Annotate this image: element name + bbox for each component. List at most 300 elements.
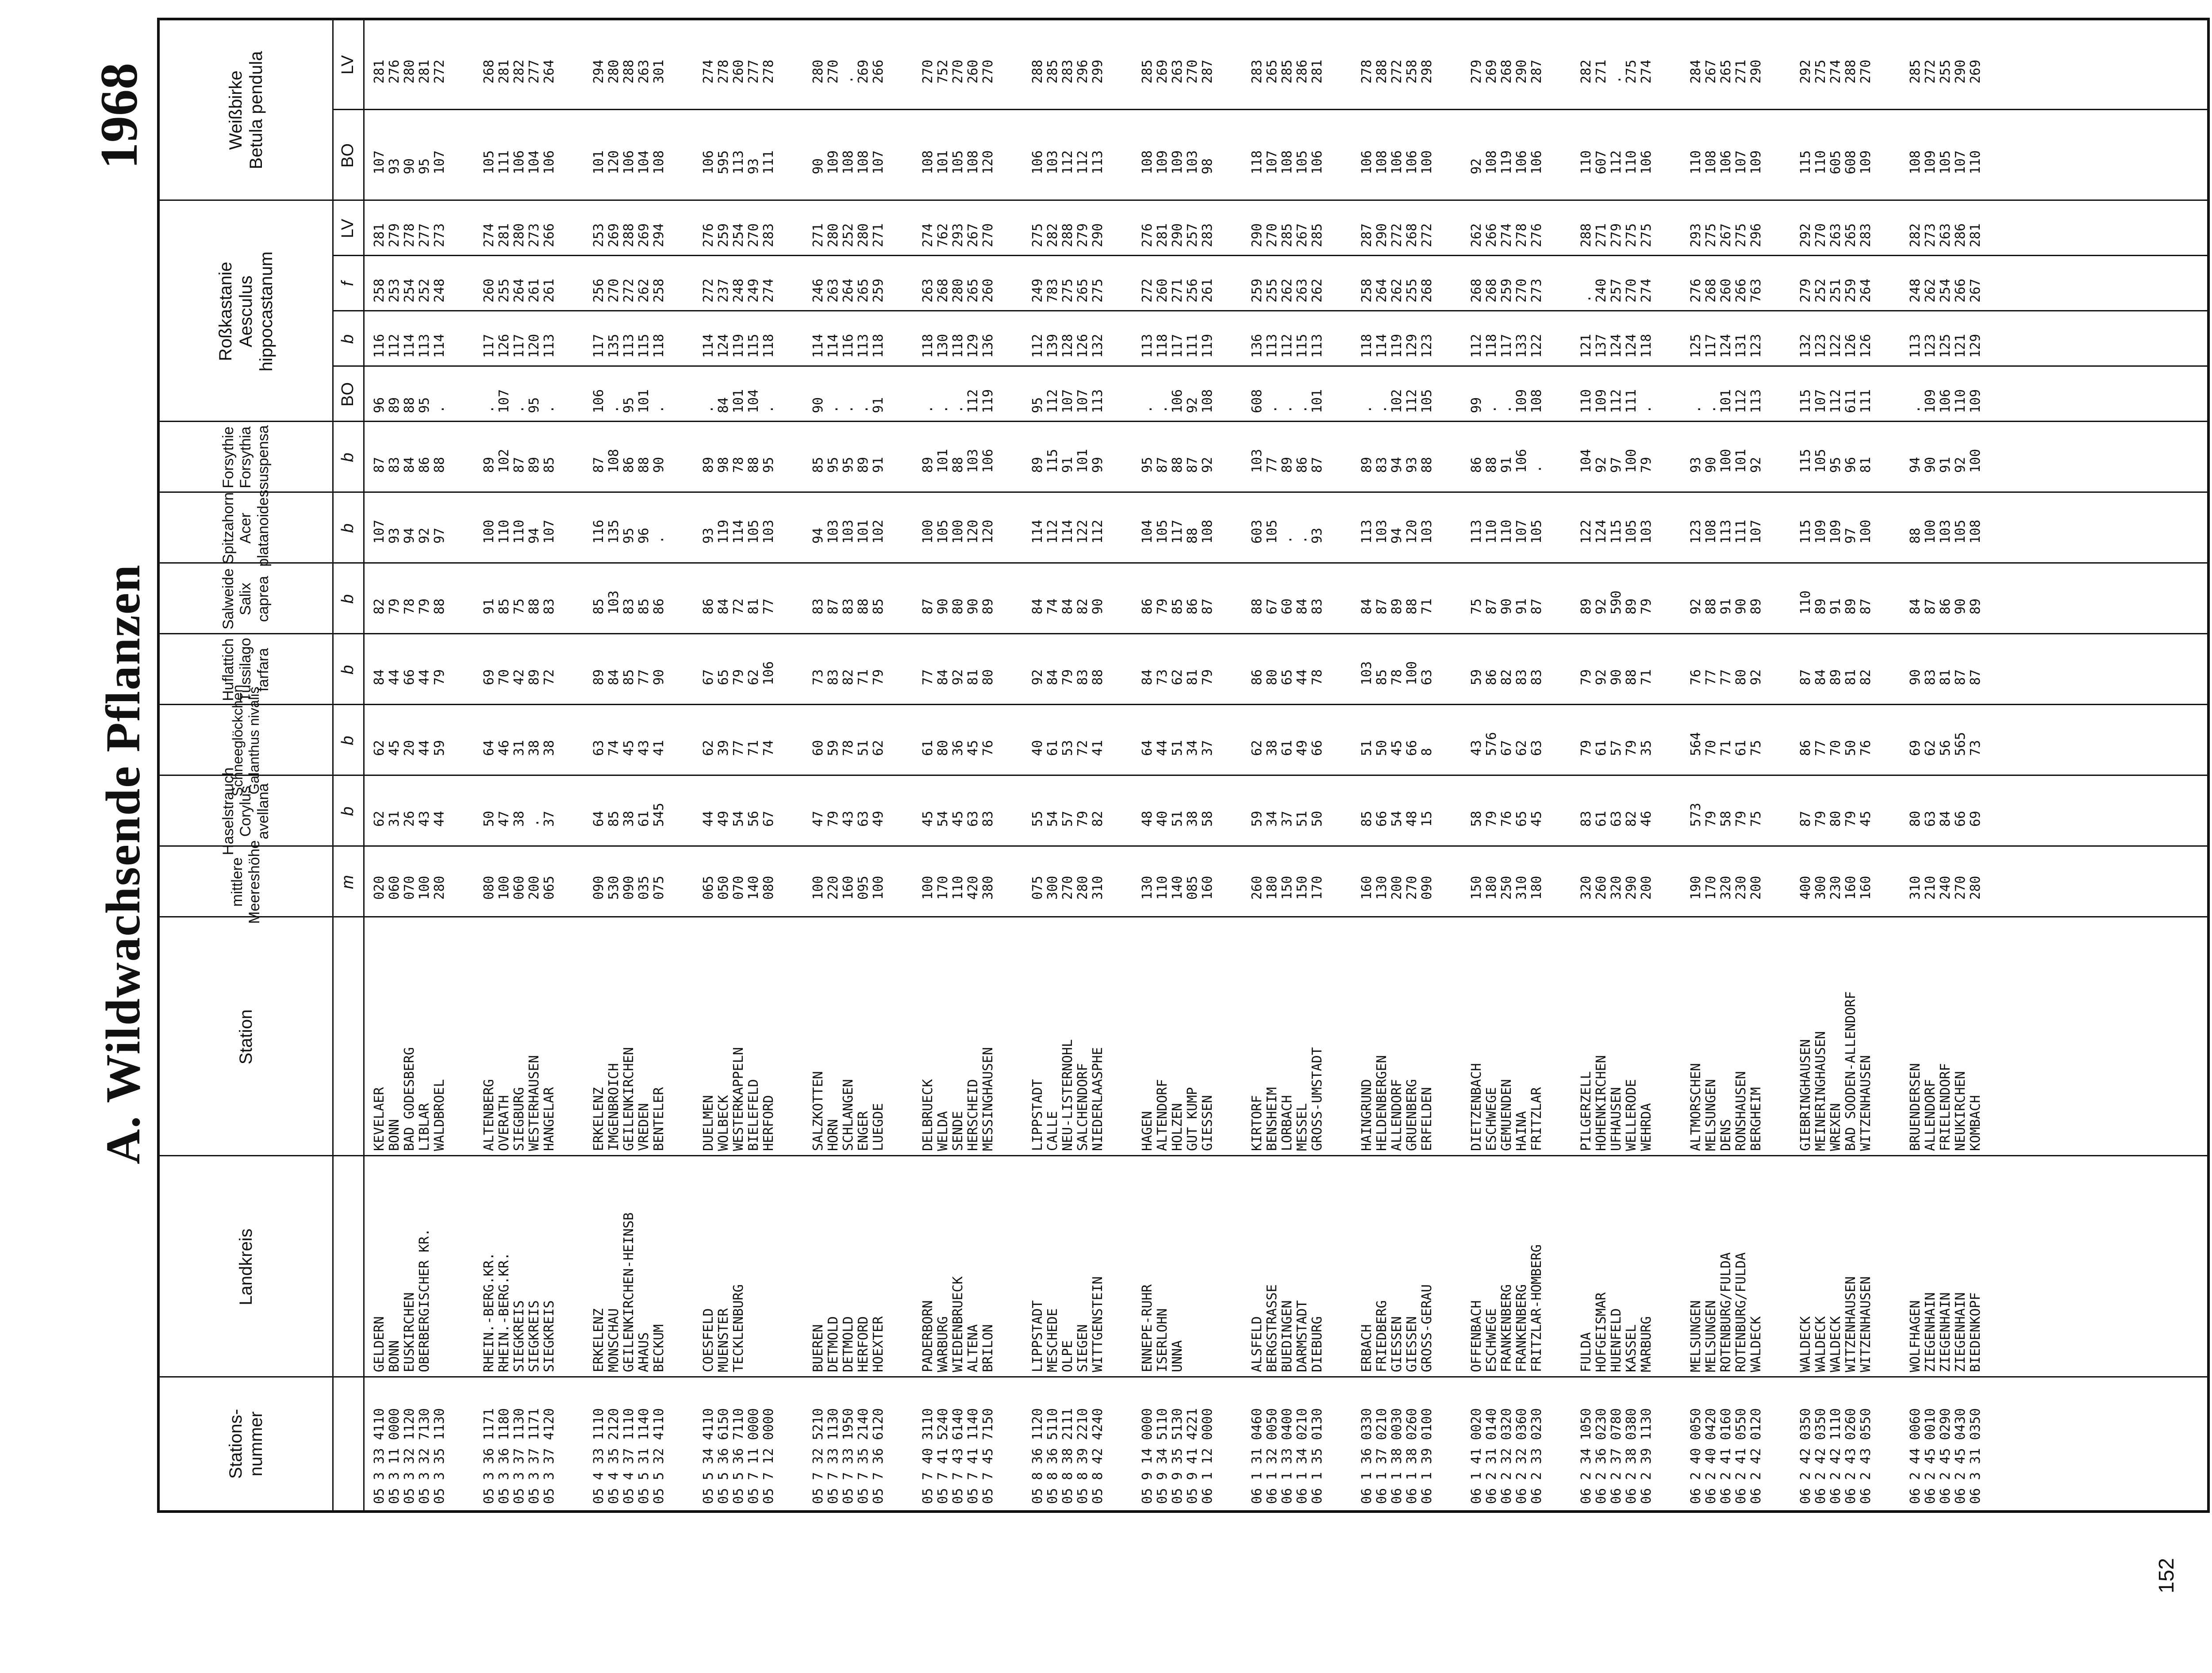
kastanie-lv-cell: 275 [1624,223,1639,247]
hasel-cell: 44 [701,810,716,827]
station-cell: BENSHEIM [1264,1087,1280,1151]
birke-bo-cell: 108 [841,150,856,174]
landkreis-cell: HERFORD [856,1316,871,1372]
spitzahorn-cell: 94 [402,527,417,544]
stationsnummer-cell: 05 7 41 5240 [935,1408,951,1504]
table-row [1609,20,1624,1510]
kastanie-lv-cell: 281 [372,223,387,247]
hoehe-cell: 250 [1499,875,1514,900]
landkreis-cell: ROTENBURG/FULDA [1718,1252,1734,1372]
kastanie-f-cell: 261 [541,278,557,303]
birke-lv-cell: 288 [1843,59,1859,84]
unit-m: m [338,875,357,889]
landkreis-cell: WALDECK [1748,1316,1764,1372]
hasel-cell: 79 [1075,810,1091,827]
hasel-cell: 26 [402,810,417,827]
spitzahorn-cell: 117 [1170,519,1185,544]
stationsnummer-cell: 05 7 32 5210 [810,1408,826,1504]
kastanie-bo-cell: 112 [1045,389,1060,413]
landkreis-cell: EUSKIRCHEN [402,1292,417,1372]
table-row [1529,20,1544,1510]
salweide-cell: 82 [1075,598,1091,614]
kastanie-f-cell: 265 [856,278,871,303]
huflattich-cell: 62 [746,669,761,685]
table-row [856,20,871,1510]
spitzahorn-cell: 103 [761,519,776,544]
spitzahorn-cell: 110 [511,519,527,544]
landkreis-cell: HOFGEISMAR [1594,1292,1609,1372]
kastanie-b-cell: 128 [1060,334,1075,358]
hasel-cell: 61 [1594,810,1609,827]
birke-lv-cell: 271 [1733,59,1749,84]
hoehe-cell: 270 [1404,875,1420,900]
birke-lv-cell: . [841,75,856,84]
huflattich-cell: 63 [1419,669,1435,685]
kastanie-lv-cell: 285 [1310,223,1325,247]
landkreis-cell: SIEGEN [1075,1324,1091,1372]
stationsnummer-cell: 05 3 37 1130 [511,1408,527,1504]
station-cell: SENDE [950,1111,966,1151]
kastanie-b-cell: 114 [432,334,447,358]
hoehe-cell: 160 [1843,875,1859,900]
birke-bo-cell: 100 [1419,150,1435,174]
table-row [1170,20,1185,1510]
schnee-cell: 77 [1813,740,1828,756]
spitzahorn-cell: 115 [1609,519,1624,544]
kastanie-f-cell: 259 [871,278,886,303]
birke-lv-cell: 269 [1155,59,1170,84]
schnee-cell: 80 [935,740,951,756]
landkreis-cell: OBERBERGISCHER KR. [417,1228,432,1372]
spitzahorn-cell: 96 [636,527,652,544]
birke-bo-cell: 595 [716,150,731,174]
hasel-cell: 83 [1578,810,1594,827]
forsythie-cell: 106 [980,449,996,473]
kastanie-bo-cell: . [1294,405,1310,413]
landkreis-cell: FRIEDBERG [1374,1300,1390,1372]
hasel-cell: 76 [1499,810,1514,827]
birke-lv-cell: 265 [1718,59,1734,84]
birke-bo-cell: 98 [1200,158,1215,174]
huflattich-cell: 90 [1609,669,1624,685]
hasel-cell: 61 [636,810,652,827]
landkreis-cell: SIEGKREIS [541,1300,557,1372]
landkreis-cell: WALDECK [1798,1316,1813,1372]
table-row [527,20,542,1510]
birke-lv-cell: 290 [1514,59,1529,84]
birke-lv-cell: . [1609,75,1624,84]
schnee-cell: 8 [1419,748,1435,756]
header-schneegloeckchen: Schneeglöckchen Galanthus nivalis [230,684,262,797]
station-cell: PILGERZELL [1578,1071,1594,1151]
kastanie-lv-cell: 257 [1185,223,1200,247]
kastanie-f-cell: 268 [1469,278,1484,303]
kastanie-bo-cell: 108 [1200,389,1215,413]
birke-bo-cell: 106 [1718,150,1734,174]
birke-lv-cell: 269 [1484,59,1499,84]
stationsnummer-cell: 06 2 45 0430 [1953,1408,1968,1504]
kastanie-lv-cell: 282 [1045,223,1060,247]
kastanie-b-cell: 113 [1140,334,1155,358]
birke-bo-cell: 112 [1075,150,1091,174]
huflattich-cell: 84 [1813,669,1828,685]
kastanie-f-cell: 257 [1609,278,1624,303]
kastanie-b-cell: 136 [980,334,996,358]
landkreis-cell: GELDERN [372,1316,387,1372]
table-row [417,20,432,1510]
huflattich-cell: 86 [1249,669,1265,685]
kastanie-f-cell: 237 [716,278,731,303]
birke-bo-cell: 107 [1264,150,1280,174]
schnee-cell: 74 [761,740,776,756]
landkreis-cell: LIPPSTADT [1030,1300,1045,1372]
forsythie-cell: 87 [591,457,607,473]
kastanie-b-cell: 126 [496,334,512,358]
forsythie-cell: 97 [1609,457,1624,473]
stationsnummer-cell: 05 7 35 2140 [856,1408,871,1504]
landkreis-cell: GROSS-GERAU [1419,1284,1435,1372]
hoehe-cell: 290 [1624,875,1639,900]
forsythie-cell: 108 [606,449,622,473]
spitzahorn-cell: 113 [1469,519,1484,544]
kastanie-bo-cell: . [432,405,447,413]
birke-bo-cell: 605 [1828,150,1843,174]
salweide-cell: 85 [496,598,512,614]
hasel-cell: 80 [1908,810,1923,827]
salweide-cell: 87 [1858,598,1874,614]
salweide-cell: 82 [372,598,387,614]
kastanie-bo-cell: 90 [810,397,826,413]
birke-lv-cell: 288 [621,59,637,84]
hoehe-cell: 080 [761,875,776,900]
kastanie-lv-cell: 290 [1249,223,1265,247]
kastanie-f-cell: 260 [1718,278,1734,303]
birke-lv-cell: 276 [387,59,402,84]
birke-bo-cell: 103 [1045,150,1060,174]
huflattich-cell: 83 [1514,669,1529,685]
stationsnummer-cell: 06 2 42 0350 [1813,1408,1828,1504]
kastanie-lv-cell: 279 [1609,223,1624,247]
stationsnummer-cell: 06 2 38 0380 [1624,1408,1639,1504]
station-cell: ERFELDEN [1419,1087,1435,1151]
hasel-cell: 31 [387,810,402,827]
hasel-cell: 87 [1798,810,1813,827]
birke-bo-cell: 109 [1155,150,1170,174]
kastanie-lv-cell: 293 [950,223,966,247]
forsythie-cell: 85 [541,457,557,473]
stationsnummer-cell: 06 2 45 0290 [1938,1408,1953,1504]
hasel-cell: 45 [1858,810,1874,827]
hasel-cell: 49 [716,810,731,827]
kastanie-f-cell: 264 [841,278,856,303]
stationsnummer-cell: 06 1 35 0130 [1310,1408,1325,1504]
forsythie-cell: 103 [965,449,981,473]
kastanie-bo-cell: 608 [1249,389,1265,413]
forsythie-cell: 95 [826,457,841,473]
kastanie-f-cell: 256 [1185,278,1200,303]
kastanie-lv-cell: 288 [1578,223,1594,247]
kastanie-b-cell: 135 [606,334,622,358]
forsythie-cell: 100 [1718,449,1734,473]
huflattich-cell: 88 [1624,669,1639,685]
station-cell: KEVELAER [372,1087,387,1151]
schnee-cell: 60 [810,740,826,756]
kastanie-bo-cell: 112 [1828,389,1843,413]
landkreis-cell: DIEBURG [1310,1316,1325,1372]
kastanie-lv-cell: 279 [1075,223,1091,247]
birke-lv-cell: 270 [826,59,841,84]
huflattich-cell: 83 [1923,669,1938,685]
birke-bo-cell: 105 [1294,150,1310,174]
stationsnummer-cell: 05 4 35 2120 [606,1408,622,1504]
schnee-cell: 44 [417,740,432,756]
table-row [1828,20,1843,1510]
hasel-cell: 38 [511,810,527,827]
birke-bo-cell: 106 [701,150,716,174]
kastanie-bo-cell: . [856,405,871,413]
kastanie-bo-cell: 84 [716,397,731,413]
hasel-cell: 82 [1624,810,1639,827]
kastanie-b-cell: 118 [761,334,776,358]
hasel-cell: 82 [1090,810,1106,827]
station-cell: SCHLANGEN [841,1079,856,1151]
kastanie-lv-cell: 270 [980,223,996,247]
kastanie-lv-cell: 281 [496,223,512,247]
station-cell: LORBACH [1279,1095,1295,1151]
schnee-cell: 61 [1045,740,1060,756]
salweide-cell: 87 [1923,598,1938,614]
birke-bo-cell: 112 [1060,150,1075,174]
table-row [1140,20,1155,1510]
birke-lv-cell: 268 [1499,59,1514,84]
schnee-cell: 69 [1908,740,1923,756]
spitzahorn-cell: 103 [1639,519,1654,544]
table-row [387,20,402,1510]
huflattich-cell: 89 [591,669,607,685]
hasel-cell: 79 [1843,810,1859,827]
kastanie-bo-cell: 92 [1185,397,1200,413]
table-row [1030,20,1045,1510]
salweide-cell: 103 [606,590,622,614]
header-rosskastanie: Roßkastanie Aesculus hippocastanum [216,251,276,372]
salweide-cell: 84 [1294,598,1310,614]
schnee-cell: 73 [1968,740,1983,756]
salweide-cell: 81 [746,598,761,614]
table-row [826,20,841,1510]
hasel-cell: 47 [496,810,512,827]
station-cell: GROSS-UMSTADT [1310,1047,1325,1151]
kastanie-bo-cell: 101 [1718,389,1734,413]
spitzahorn-cell: 107 [1748,519,1764,544]
salweide-cell: 110 [1798,590,1813,614]
hoehe-cell: 300 [1045,875,1060,900]
birke-bo-cell: 105 [481,150,497,174]
table-row [591,20,607,1510]
salweide-cell: 79 [417,598,432,614]
landkreis-cell: SIEGKREIS [511,1300,527,1372]
kastanie-lv-cell: 254 [731,223,746,247]
kastanie-b-cell: 124 [1718,334,1734,358]
landkreis-cell: MUENSTER [716,1308,731,1372]
kastanie-b-cell: 117 [481,334,497,358]
salweide-cell: 89 [1389,598,1405,614]
kastanie-bo-cell: . [1688,405,1704,413]
salweide-cell: 90 [1953,598,1968,614]
kastanie-bo-cell: 108 [1529,389,1544,413]
hasel-cell: 51 [1294,810,1310,827]
kastanie-f-cell: 264 [1858,278,1874,303]
hasel-cell: 34 [1264,810,1280,827]
station-cell: FRITZLAR [1529,1087,1544,1151]
kastanie-bo-cell: 107 [1060,389,1075,413]
forsythie-cell: 92 [1200,457,1215,473]
salweide-cell: 85 [636,598,652,614]
forsythie-cell: 83 [1374,457,1390,473]
kastanie-bo-cell: . [511,405,527,413]
landkreis-cell: MONSCHAU [606,1308,622,1372]
forsythie-cell: 84 [402,457,417,473]
birke-lv-cell: 281 [496,59,512,84]
table-row [1624,20,1639,1510]
kastanie-b-cell: 114 [1374,334,1390,358]
birke-lv-cell: 270 [920,59,936,84]
kastanie-f-cell: 268 [1484,278,1499,303]
birke-lv-cell: 752 [935,59,951,84]
schnee-cell: 36 [950,740,966,756]
table-row [1075,20,1091,1510]
spitzahorn-cell: 105 [746,519,761,544]
birke-bo-cell: 113 [1090,150,1106,174]
kastanie-bo-cell: . [1639,405,1654,413]
kastanie-lv-cell: 294 [651,223,667,247]
station-cell: HAGEN [1140,1111,1155,1151]
birke-bo-cell: 106 [511,150,527,174]
kastanie-f-cell: 264 [1374,278,1390,303]
station-cell: ALTENBERG [481,1079,497,1151]
landkreis-cell: MELSUNGEN [1703,1300,1719,1372]
kastanie-bo-cell: . [1264,405,1280,413]
unit-b-spitzahorn: b [338,523,357,533]
kastanie-b-cell: 131 [1733,334,1749,358]
stationsnummer-cell: 05 5 34 4110 [701,1408,716,1504]
stationsnummer-cell: 06 3 31 0350 [1968,1408,1983,1504]
salweide-cell: 80 [950,598,966,614]
birke-bo-cell: 93 [746,158,761,174]
salweide-cell: 79 [1155,598,1170,614]
kastanie-b-cell: 113 [541,334,557,358]
kastanie-f-cell: . [1578,294,1594,303]
salweide-cell: 89 [1624,598,1639,614]
huflattich-cell: 80 [1264,669,1280,685]
hoehe-cell: 100 [810,875,826,900]
kastanie-b-cell: 117 [1703,334,1719,358]
schnee-cell: 56 [1938,740,1953,756]
birke-bo-cell: 108 [856,150,871,174]
station-cell: HELDENBERGEN [1374,1055,1390,1151]
landkreis-cell: WOLFHAGEN [1908,1300,1923,1372]
hoehe-cell: 100 [871,875,886,900]
forsythie-cell: 105 [1813,449,1828,473]
birke-lv-cell: 274 [701,59,716,84]
forsythie-cell: 91 [1499,457,1514,473]
birke-bo-cell: 607 [1594,150,1609,174]
kastanie-f-cell: 259 [1499,278,1514,303]
hasel-cell: 65 [1514,810,1529,827]
kastanie-b-cell: 120 [526,334,542,358]
birke-bo-cell: 110 [1968,150,1983,174]
birke-bo-cell: 106 [1404,150,1420,174]
kastanie-b-cell: 121 [1953,334,1968,358]
hasel-cell: 48 [1404,810,1420,827]
stationsnummer-cell: 06 2 31 0140 [1484,1408,1499,1504]
hoehe-cell: 150 [1279,875,1295,900]
salweide-cell: 91 [481,598,497,614]
hasel-cell: 50 [481,810,497,827]
kastanie-f-cell: 279 [1798,278,1813,303]
stationsnummer-cell: 06 2 42 0120 [1748,1408,1764,1504]
unit-b-huflattich: b [338,665,357,675]
kastanie-f-cell: 262 [1923,278,1938,303]
salweide-cell: 87 [920,598,936,614]
spitzahorn-cell: 93 [387,527,402,544]
kastanie-b-cell: 124 [1624,334,1639,358]
table-row [432,20,447,1510]
forsythie-cell: 87 [1185,457,1200,473]
spitzahorn-cell: . [1279,535,1295,544]
station-cell: VREDEN [636,1103,652,1151]
landkreis-cell: HOEXTER [871,1316,886,1372]
table-row [746,20,761,1510]
hasel-cell: 57 [1060,810,1075,827]
kastanie-b-cell: 116 [372,334,387,358]
birke-bo-cell: 111 [496,150,512,174]
birke-bo-cell: 106 [1639,150,1654,174]
unit-b-hasel: b [338,806,357,816]
forsythie-cell: 94 [1908,457,1923,473]
forsythie-cell: 95 [761,457,776,473]
kastanie-lv-cell: 280 [511,223,527,247]
kastanie-lv-cell: 276 [701,223,716,247]
section-title: A. Wildwachsende Pflanzen [96,564,150,1164]
kastanie-f-cell: 265 [965,278,981,303]
schnee-cell: 40 [1030,740,1045,756]
kastanie-bo-cell: 102 [1389,389,1405,413]
station-cell: GRUENBERG [1404,1079,1420,1151]
spitzahorn-cell: 94 [810,527,826,544]
kastanie-bo-cell: 106 [1938,389,1953,413]
forsythie-cell: 95 [841,457,856,473]
landkreis-cell: ROTENBURG/FULDA [1733,1252,1749,1372]
huflattich-cell: 89 [526,669,542,685]
spitzahorn-cell: 88 [1908,527,1923,544]
kastanie-b-cell: 112 [387,334,402,358]
huflattich-cell: 83 [1075,669,1091,685]
landkreis-cell: ZIEGENHAIN [1953,1292,1968,1372]
kastanie-b-cell: 130 [935,334,951,358]
kastanie-f-cell: 261 [526,278,542,303]
schnee-cell: 50 [1374,740,1390,756]
forsythie-cell: 94 [1389,457,1405,473]
landkreis-cell: ERKELENZ [591,1308,607,1372]
kastanie-b-cell: 136 [1249,334,1265,358]
kastanie-bo-cell: 111 [1624,389,1639,413]
kastanie-b-cell: 126 [1075,334,1091,358]
station-cell: WESTERKAPPELN [731,1047,746,1151]
spitzahorn-cell: 100 [1923,519,1938,544]
stationsnummer-cell: 05 4 33 1110 [591,1408,607,1504]
birke-bo-cell: 93 [387,158,402,174]
kastanie-bo-cell: 104 [746,389,761,413]
